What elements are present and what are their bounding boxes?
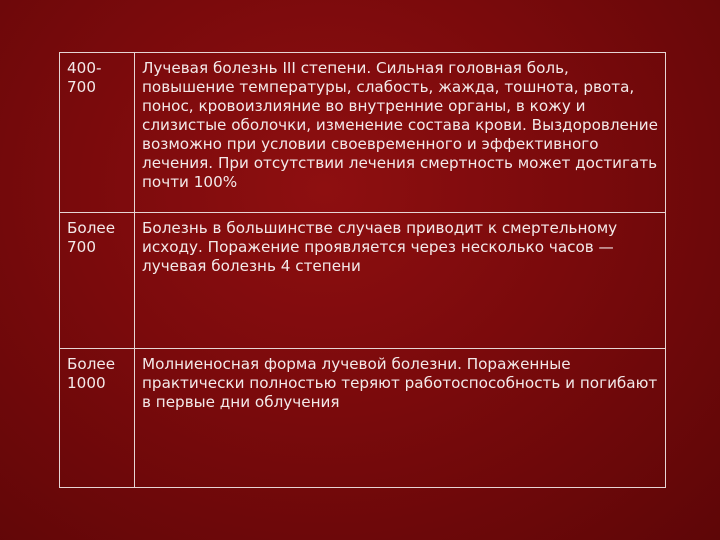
dose-cell: Более 1000 — [60, 349, 135, 488]
table-row — [60, 349, 666, 488]
description-cell: Молниеносная форма лучевой болезни. Пораженные практически полностью теряют работоспособность и погибают в первые дни облучения — [135, 349, 666, 488]
description-cell: Лучевая болезнь III степени. Сильная головная боль, повышение температуры, слабость, жажда, тошнота, рвота, понос, кровоизлияние во внутренние органы, в кожу и слизистые оболочки, изменение состава крови. Выздоровление возможно при условии своевременного и эффективного лечения. При отсутствии лечения смертность может достигать почти 100% — [135, 53, 666, 213]
description-cell: Болезнь в большинстве случаев приводит к смертельному исходу. Поражение проявляется через несколько часов — лучевая болезнь 4 степени — [135, 213, 666, 349]
table-row — [60, 213, 666, 349]
dose-cell: 400- 700 — [60, 53, 135, 213]
dose-cell: Более 700 — [60, 213, 135, 349]
radiation-sickness-table — [59, 52, 666, 488]
table-row — [60, 53, 666, 213]
